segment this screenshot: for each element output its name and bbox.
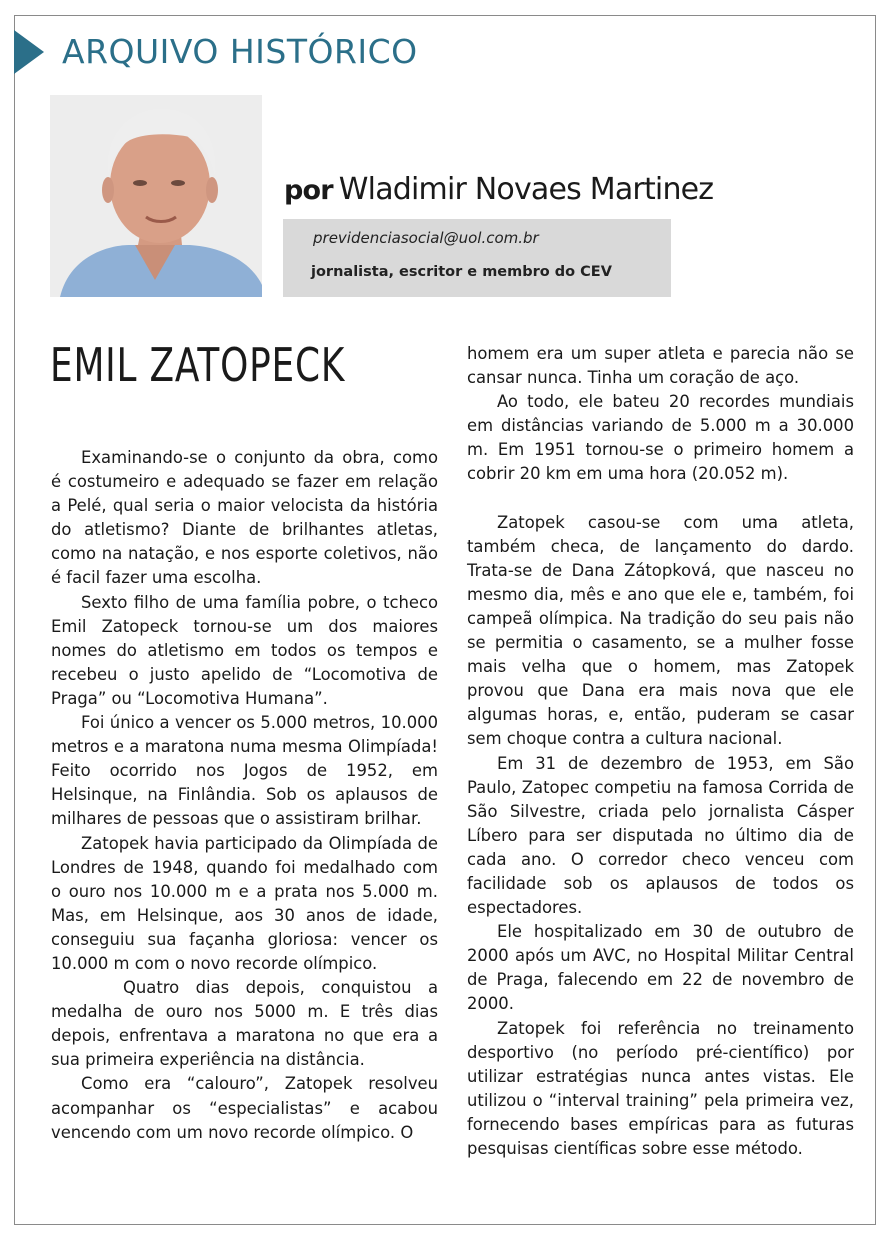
author-info-box	[283, 219, 671, 297]
article-title: EMIL ZATOPECK	[50, 338, 346, 392]
paragraph: Foi único a vencer os 5.000 metros, 10.000 metros e a maratona numa mesma Olimpíada! Feito ocorrido nos Jogos de 1952, em Helsinque, na Finlândia. Sob os aplausos de milhares de pessoas que o assistiram brilhar.	[51, 713, 438, 829]
paragraph: Zatopek foi referência no treinamento desportivo (no período pré-científico) por utilizar estratégias nunca antes vistas. Ele utilizou o “interval training” pela primeira vez, fornecendo bases empíricas para as futuras pesquisas científicas sobre esse método.	[467, 1018, 854, 1158]
section-title: ARQUIVO HISTÓRICO	[62, 32, 418, 71]
section-arrow-icon	[14, 30, 44, 74]
author-name: Wladimir Novaes Martinez	[338, 172, 714, 207]
paragraph: Ao todo, ele bateu 20 recordes mundiais em distâncias variando de 5.000 m a 30.000 m. Em 1951 tornou-se o primeiro homem a cobrir 20 km em uma hora (20.052 m).	[467, 392, 854, 484]
byline-prefix: por	[284, 175, 333, 206]
paragraph: Zatopek casou-se com uma atleta, também checa, de lançamento do dardo. Trata-se de Dana Zátopková, que nasceu no mesmo dia, mês e ano que ele e, também, foi campeã olímpica. Na tradição do seu pais não se permitia o casamento, se a mulher fosse mais velha que o homem, mas Zatopek provou que Dana era mais nova que ele algumas horas, e, então, puderam se casar sem choque contra a cultura nacional.	[467, 512, 854, 749]
paragraph: Zatopek havia participado da Olimpíada de Londres de 1948, quando foi medalhado com o ouro nos 10.000 m e a prata nos 5.000 m. Mas, em Helsinque, aos 30 anos de idade, conseguiu sua façanha gloriosa: vencer os 10.000 m com o novo recorde olímpico.	[51, 833, 438, 973]
paragraph: Quatro dias depois, conquistou a medalha de ouro nos 5000 m. E três dias depois, enfrentava a maratona no que era a sua primeira experiência na distância.	[51, 978, 438, 1070]
author-email[interactable]: previdenciasocial@uol.com.br	[313, 229, 539, 247]
article-column-right	[467, 342, 854, 1161]
author-photo	[50, 95, 262, 297]
paragraph: Como era “calouro”, Zatopek resolveu acompanhar os “especialistas” e acabou vencendo com um novo recorde olímpico. O	[51, 1074, 438, 1142]
paragraph: Sexto filho de uma família pobre, o tcheco Emil Zatopeck tornou-se um dos maiores nomes do atletismo em todos os tempos e recebeu o justo apelido de “Locomotiva de Praga” ou “Locomotiva Humana”.	[51, 592, 438, 708]
author-bio: jornalista, escritor e membro do CEV	[311, 264, 612, 280]
article-column-left	[51, 446, 438, 1145]
paragraph: Examinando-se o conjunto da obra, como é costumeiro e adequado se fazer em relação a Pelé, qual seria o maior velocista da história do atletismo? Diante de brilhantes atletas, como na natação, e nos esporte coletivos, não é facil fazer uma escolha.	[51, 448, 438, 588]
author-byline	[284, 172, 713, 207]
paragraph: homem era um super atleta e parecia não se cansar nunca. Tinha um coração de aço.	[467, 344, 854, 388]
paragraph: Ele hospitalizado em 30 de outubro de 2000 após um AVC, no Hospital Militar Central de Praga, falecendo em 22 de novembro de 2000.	[467, 922, 854, 1014]
paragraph: Em 31 de dezembro de 1953, em São Paulo, Zatopec competiu na famosa Corrida de São Silvestre, criada pelo jornalista Cásper Líbero para ser disputada no último dia de cada ano. O corredor checo venceu com facilidade sob os aplausos de todos os espectadores.	[467, 753, 854, 918]
author-portrait-image	[50, 95, 262, 297]
